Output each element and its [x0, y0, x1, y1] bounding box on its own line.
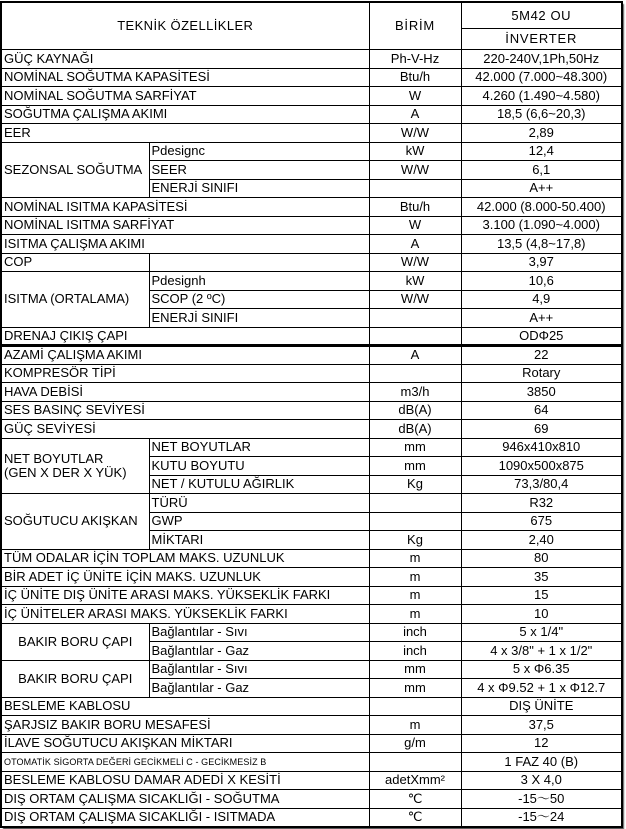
unit-cell: m3/h	[369, 383, 461, 402]
unit-cell: dB(A)	[369, 420, 461, 439]
group-label	[1, 494, 149, 550]
row-label: NOMİNAL SOĞUTMA SARFİYAT	[1, 87, 369, 106]
row-label: İÇ ÜNİTE DIŞ ÜNİTE ARASI MAKS. YÜKSEKLİK FARKI	[1, 586, 369, 605]
value-cell: ODΦ25	[461, 327, 622, 346]
value-cell: 22	[461, 346, 622, 365]
unit-cell: kW	[369, 142, 461, 161]
value-cell: 80	[461, 549, 622, 568]
value-cell: 4.260 (1.490~4.580)	[461, 87, 622, 106]
group-label	[1, 142, 149, 198]
spec-row	[1, 105, 622, 124]
unit-cell: Btu/h	[369, 198, 461, 217]
unit-cell: m	[369, 549, 461, 568]
unit-cell	[369, 697, 461, 716]
value-cell: 12	[461, 734, 622, 753]
value-cell: 35	[461, 568, 622, 587]
value-cell: 2,89	[461, 124, 622, 143]
spec-row	[1, 68, 622, 87]
sub-label: ENERJİ SINIFI	[149, 309, 369, 328]
value-cell: -15～50	[461, 790, 622, 809]
row-label: SES BASINÇ SEVİYESİ	[1, 401, 369, 420]
spec-row	[1, 605, 622, 624]
value-cell: 13,5 (4,8~17,8)	[461, 235, 622, 254]
value-cell: 12,4	[461, 142, 622, 161]
group-label-line: ISITMA (ORTALAMA)	[4, 291, 130, 307]
unit-cell	[369, 753, 461, 772]
spec-row	[1, 697, 622, 716]
header-unit: BİRİM	[369, 2, 461, 50]
row-label: NOMİNAL ISITMA KAPASİTESİ	[1, 198, 369, 217]
spec-row	[1, 272, 622, 291]
unit-cell: inch	[369, 623, 461, 642]
row-label: İLAVE SOĞUTUCU AKIŞKAN MİKTARI	[1, 734, 369, 753]
row-label: ISITMA ÇALIŞMA AKIMI	[1, 235, 369, 254]
sub-label: SCOP (2 ºC)	[149, 290, 369, 309]
empty-cell	[149, 253, 369, 272]
value-cell: 18,5 (6,6~20,3)	[461, 105, 622, 124]
row-label: DRENAJ ÇIKIŞ ÇAPI	[1, 327, 369, 346]
unit-cell: A	[369, 235, 461, 254]
spec-row	[1, 124, 622, 143]
row-label: GÜÇ KAYNAĞI	[1, 50, 369, 69]
group-label-line: (GEN X DER X YÜK)	[4, 464, 127, 480]
value-cell: 5 x Φ6.35	[461, 660, 622, 679]
row-label: EER	[1, 124, 369, 143]
spec-row	[1, 383, 622, 402]
sub-label: Bağlantılar - Sıvı	[149, 623, 369, 642]
value-cell: 220-240V,1Ph,50Hz	[461, 50, 622, 69]
value-cell: 1090x500x875	[461, 457, 622, 476]
value-cell: A++	[461, 179, 622, 198]
sub-label: Pdesignh	[149, 272, 369, 291]
row-label: BESLEME KABLOSU DAMAR ADEDİ X KESİTİ	[1, 771, 369, 790]
unit-cell: W	[369, 216, 461, 235]
sub-label: Pdesignc	[149, 142, 369, 161]
row-label: AZAMİ ÇALIŞMA AKIMI	[1, 346, 369, 365]
value-cell: 10,6	[461, 272, 622, 291]
row-label: GÜÇ SEVİYESİ	[1, 420, 369, 439]
sub-label: TÜRÜ	[149, 494, 369, 513]
sub-label: KUTU BOYUTU	[149, 457, 369, 476]
spec-table	[0, 1, 623, 828]
value-cell: 42.000 (7.000~48.300)	[461, 68, 622, 87]
value-cell: 4 x Φ9.52 + 1 x Φ12.7	[461, 679, 622, 698]
value-cell: 64	[461, 401, 622, 420]
unit-cell: A	[369, 105, 461, 124]
unit-cell	[369, 494, 461, 513]
spec-row	[1, 753, 622, 772]
unit-cell: m	[369, 586, 461, 605]
value-cell: 675	[461, 512, 622, 531]
row-label: İÇ ÜNİTELER ARASI MAKS. YÜKSEKLİK FARKI	[1, 605, 369, 624]
spec-row	[1, 549, 622, 568]
sub-label: ENERJİ SINIFI	[149, 179, 369, 198]
group-label-line: BAKIR BORU ÇAPI	[18, 633, 133, 649]
spec-row	[1, 142, 622, 161]
spec-table-body	[1, 50, 622, 827]
unit-cell	[369, 512, 461, 531]
row-label: KOMPRESÖR TİPİ	[1, 364, 369, 383]
spec-row	[1, 660, 622, 679]
group-label-line: SOĞUTUCU AKIŞKAN	[4, 513, 138, 529]
group-label-line: BAKIR BORU ÇAPI	[18, 670, 133, 686]
spec-row	[1, 235, 622, 254]
row-label: COP	[1, 253, 149, 272]
spec-row	[1, 401, 622, 420]
header-specifications: TEKNİK ÖZELLİKLER	[1, 2, 369, 50]
row-label: HAVA DEBİSİ	[1, 383, 369, 402]
spec-row	[1, 216, 622, 235]
value-cell: 37,5	[461, 716, 622, 735]
sub-label: NET / KUTULU AĞIRLIK	[149, 475, 369, 494]
unit-cell: W	[369, 87, 461, 106]
unit-cell: inch	[369, 642, 461, 661]
row-label: NOMİNAL ISITMA SARFİYAT	[1, 216, 369, 235]
unit-cell: Ph-V-Hz	[369, 50, 461, 69]
value-cell: 42.000 (8.000-50.400)	[461, 198, 622, 217]
unit-cell: W/W	[369, 124, 461, 143]
value-cell: 2,40	[461, 531, 622, 550]
spec-row	[1, 420, 622, 439]
spec-row	[1, 364, 622, 383]
spec-row	[1, 716, 622, 735]
spec-row	[1, 586, 622, 605]
unit-cell	[369, 179, 461, 198]
sub-label: Bağlantılar - Sıvı	[149, 660, 369, 679]
unit-cell: Btu/h	[369, 68, 461, 87]
group-label	[1, 272, 149, 328]
row-label: BESLEME KABLOSU	[1, 697, 369, 716]
row-label: NOMİNAL SOĞUTMA KAPASİTESİ	[1, 68, 369, 87]
spec-row	[1, 50, 622, 69]
spec-row	[1, 734, 622, 753]
row-label: DIŞ ORTAM ÇALIŞMA SICAKLIĞI - SOĞUTMA	[1, 790, 369, 809]
value-cell: 4 x 3/8" + 1 x 1/2"	[461, 642, 622, 661]
sub-label: MİKTARI	[149, 531, 369, 550]
unit-cell	[369, 364, 461, 383]
spec-row	[1, 494, 622, 513]
group-label-line: SEZONSAL SOĞUTMA	[4, 161, 143, 177]
unit-cell: adetXmm²	[369, 771, 461, 790]
value-cell: Rotary	[461, 364, 622, 383]
spec-row	[1, 438, 622, 457]
unit-cell: g/m	[369, 734, 461, 753]
unit-cell: m	[369, 716, 461, 735]
spec-row	[1, 198, 622, 217]
row-label: OTOMATİK SİGORTA DEĞERİ GECİKMELİ C - GECİKMESİZ B	[1, 753, 369, 772]
value-cell: A++	[461, 309, 622, 328]
row-label: BİR ADET İÇ ÜNİTE İÇİN MAKS. UZUNLUK	[1, 568, 369, 587]
unit-cell: dB(A)	[369, 401, 461, 420]
unit-cell: W/W	[369, 290, 461, 309]
unit-cell: mm	[369, 660, 461, 679]
value-cell: 10	[461, 605, 622, 624]
value-cell: 3.100 (1.090~4.000)	[461, 216, 622, 235]
value-cell: 69	[461, 420, 622, 439]
group-label-line: NET BOYUTLAR	[4, 450, 104, 466]
spec-sheet	[0, 1, 621, 828]
value-cell: 6,1	[461, 161, 622, 180]
value-cell: 1 FAZ 40 (B)	[461, 753, 622, 772]
unit-cell: W/W	[369, 253, 461, 272]
value-cell: -15～24	[461, 808, 622, 827]
value-cell: 73,3/80,4	[461, 475, 622, 494]
sub-label: NET BOYUTLAR	[149, 438, 369, 457]
unit-cell: kW	[369, 272, 461, 291]
group-label	[1, 623, 149, 660]
value-cell: 4,9	[461, 290, 622, 309]
unit-cell: mm	[369, 438, 461, 457]
group-label	[1, 438, 149, 494]
value-cell: 15	[461, 586, 622, 605]
spec-row	[1, 623, 622, 642]
row-label: TÜM ODALAR İÇİN TOPLAM MAKS. UZUNLUK	[1, 549, 369, 568]
spec-row	[1, 568, 622, 587]
spec-row	[1, 790, 622, 809]
unit-cell: m	[369, 605, 461, 624]
sub-label: SEER	[149, 161, 369, 180]
unit-cell: A	[369, 346, 461, 365]
value-cell: 946x410x810	[461, 438, 622, 457]
unit-cell	[369, 309, 461, 328]
unit-cell	[369, 327, 461, 346]
header-type: İNVERTER	[461, 29, 622, 50]
unit-cell: Kg	[369, 475, 461, 494]
value-cell: 5 x 1/4"	[461, 623, 622, 642]
value-cell: 3 X 4,0	[461, 771, 622, 790]
value-cell: R32	[461, 494, 622, 513]
row-label: SOĞUTMA ÇALIŞMA AKIMI	[1, 105, 369, 124]
group-label	[1, 660, 149, 697]
value-cell: 3,97	[461, 253, 622, 272]
row-label: DIŞ ORTAM ÇALIŞMA SICAKLIĞI - ISITMADA	[1, 808, 369, 827]
sub-label: Bağlantılar - Gaz	[149, 679, 369, 698]
unit-cell: ℃	[369, 808, 461, 827]
spec-row	[1, 253, 622, 272]
unit-cell: ℃	[369, 790, 461, 809]
unit-cell: W/W	[369, 161, 461, 180]
unit-cell: mm	[369, 679, 461, 698]
sub-label: Bağlantılar - Gaz	[149, 642, 369, 661]
unit-cell: m	[369, 568, 461, 587]
value-cell: DIŞ ÜNİTE	[461, 697, 622, 716]
sub-label: GWP	[149, 512, 369, 531]
spec-row	[1, 87, 622, 106]
value-cell: 3850	[461, 383, 622, 402]
spec-row	[1, 327, 622, 346]
header-model: 5M42 OU	[461, 2, 622, 29]
row-label: ŞARJSIZ BAKIR BORU MESAFESİ	[1, 716, 369, 735]
spec-row	[1, 771, 622, 790]
spec-row	[1, 808, 622, 827]
unit-cell: mm	[369, 457, 461, 476]
spec-row	[1, 346, 622, 365]
unit-cell: Kg	[369, 531, 461, 550]
